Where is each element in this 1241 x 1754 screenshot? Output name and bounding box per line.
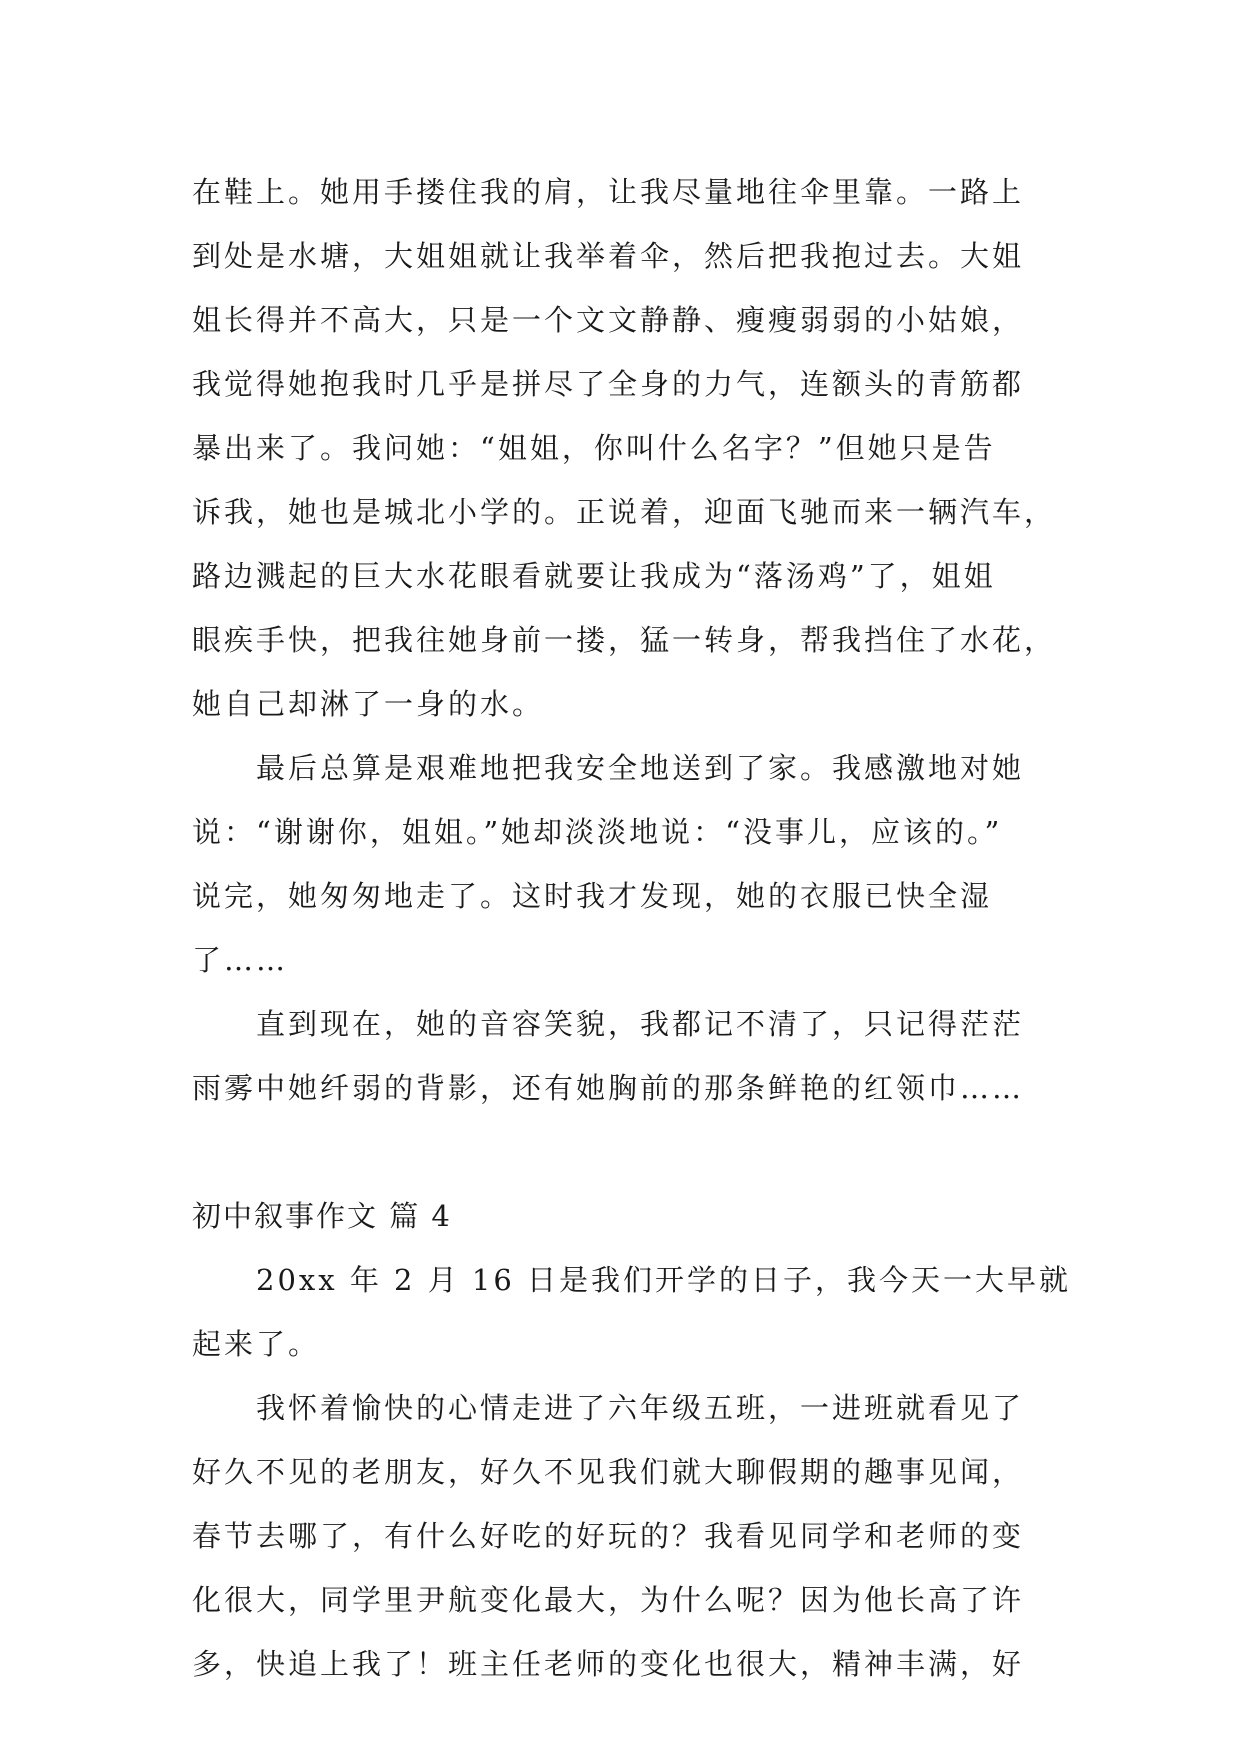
text-line: 最后总算是艰难地把我安全地送到了家。我感激地对她 — [256, 751, 1025, 785]
text-line: 20xx 年 2 月 16 日是我们开学的日子，我今天一大早就 — [256, 1263, 1072, 1297]
text-line: 诉我，她也是城北小学的。正说着，迎面飞驰而来一辆汽车， — [192, 495, 1057, 529]
text-line: 好久不见的老朋友，好久不见我们就大聊假期的趣事见闻， — [192, 1455, 1025, 1489]
paragraph — [192, 1376, 1052, 1696]
text-line: 姐长得并不高大，只是一个文文静静、瘦瘦弱弱的小姑娘， — [192, 303, 1025, 337]
text-line: 化很大，同学里尹航变化最大，为什么呢？因为他长高了许 — [192, 1583, 1025, 1617]
text-line: 说完，她匆匆地走了。这时我才发现，她的衣服已快全湿 — [192, 879, 993, 913]
text-line: 说：“谢谢你，姐姐。”她却淡淡地说：“没事儿，应该的。” — [192, 815, 1003, 849]
spacer — [192, 1120, 1052, 1184]
text-line: 我觉得她抱我时几乎是拼尽了全身的力气，连额头的青筋都 — [192, 367, 1025, 401]
text-line: 路边溅起的巨大水花眼看就要让我成为“落汤鸡”了，姐姐 — [192, 559, 996, 593]
text-line: 眼疾手快，把我往她身前一搂，猛一转身，帮我挡住了水花， — [192, 623, 1057, 657]
paragraph — [192, 992, 1052, 1120]
text-line: 在鞋上。她用手搂住我的肩，让我尽量地往伞里靠。一路上 — [192, 175, 1025, 209]
text-line: 到处是水塘，大姐姐就让我举着伞，然后把我抱过去。大姐 — [192, 239, 1025, 273]
text-line: 起来了。 — [192, 1327, 321, 1361]
text-line: 雨雾中她纤弱的背影，还有她胸前的那条鲜艳的红领巾…… — [192, 1071, 1025, 1105]
text-line: 多，快追上我了！班主任老师的变化也很大，精神丰满，好 — [192, 1647, 1025, 1681]
text-line: 暴出来了。我问她：“姐姐，你叫什么名字？”但她只是告 — [192, 431, 996, 465]
paragraph — [192, 736, 1052, 992]
paragraph-continuation — [192, 160, 1057, 736]
text-line: 她自己却淋了一身的水。 — [192, 687, 545, 721]
document-page — [192, 160, 1072, 1696]
text-line: 了…… — [192, 943, 289, 977]
text-line: 直到现在，她的音容笑貌，我都记不清了，只记得茫茫 — [256, 1007, 1025, 1041]
text-line: 春节去哪了，有什么好吃的好玩的？我看见同学和老师的变 — [192, 1519, 1025, 1553]
paragraph — [192, 1248, 1072, 1376]
text-line: 我怀着愉快的心情走进了六年级五班，一进班就看见了 — [256, 1391, 1025, 1425]
section-title: 初中叙事作文 篇 4 — [192, 1199, 452, 1233]
